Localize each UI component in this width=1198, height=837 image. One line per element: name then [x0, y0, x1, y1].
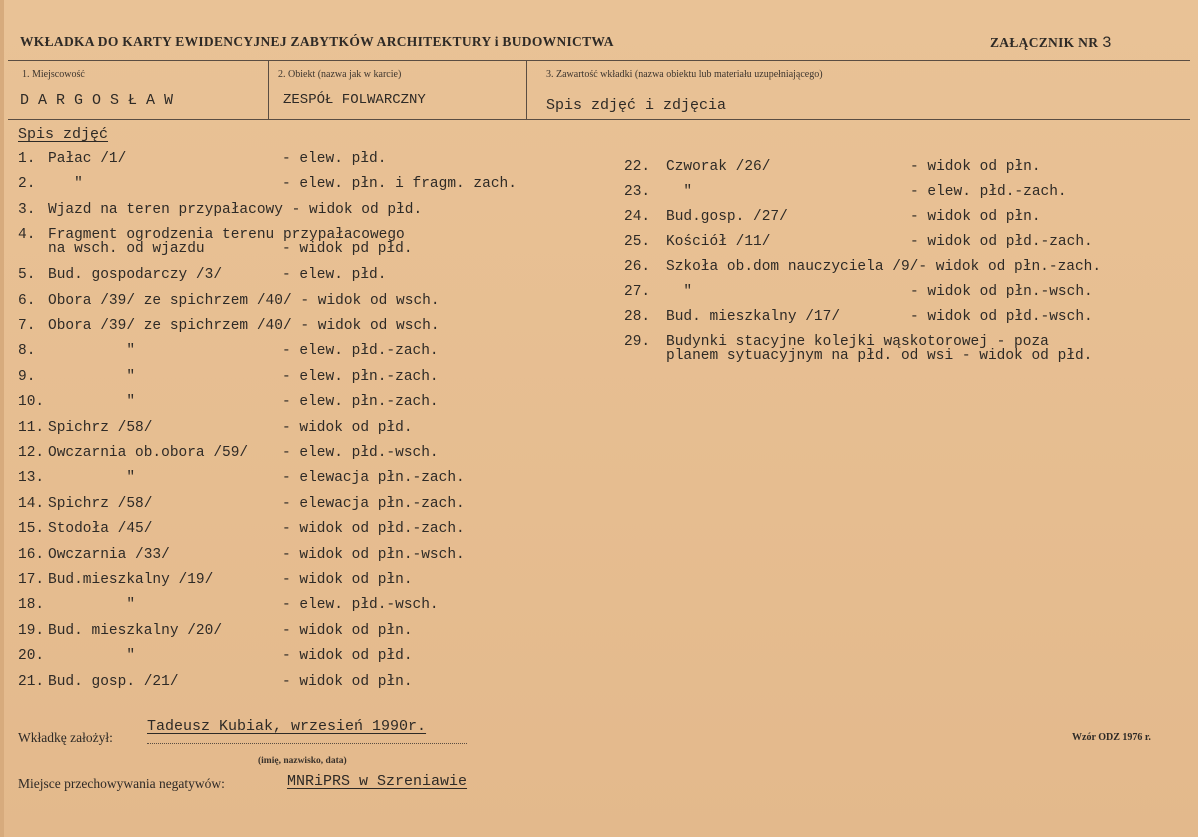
entry-view: - elew. płd.-zach. — [282, 343, 439, 360]
field-2-label: 2. Obiekt (nazwa jak w karcie) — [278, 69, 402, 80]
entry-view: - widok od płn. — [282, 673, 413, 690]
author-line — [147, 743, 467, 744]
author-value: Tadeusz Kubiak, wrzesień 1990r. — [147, 718, 427, 735]
entry-number: 15. — [18, 521, 45, 538]
photo-list-title: Spis zdjęć — [18, 126, 109, 143]
entry-object: Obora /39/ ze spichrzem /40/ - widok od wsch. — [48, 292, 440, 309]
entry-object: " — [48, 470, 136, 487]
entry-view: - elew. płd. — [282, 267, 387, 284]
entry-view: - widok od płn. — [910, 159, 1041, 175]
entry-object: Pałac /1/ — [48, 151, 127, 167]
entry-number: 25. — [624, 234, 651, 250]
form-code: Wzór ODZ 1976 r. — [1072, 732, 1151, 743]
entry-view: - widok od płn. — [282, 572, 413, 588]
entry-number: 1. — [18, 151, 36, 167]
entry-number: 26. — [624, 259, 651, 275]
entry-number: 19. — [18, 622, 45, 639]
entry-object: " — [48, 343, 136, 360]
entry-object: Obora /39/ ze spichrzem /40/ - widok od wsch. — [48, 318, 440, 334]
entry-object-continued: na wsch. od wjazdu — [48, 241, 205, 258]
entry-view: - widok od płd.-zach. — [282, 521, 465, 538]
entry-view: - widok od płn. — [282, 622, 413, 639]
entry-view: - elew. płd. — [282, 151, 387, 167]
entry-number: 22. — [624, 159, 651, 175]
entry-object: " — [666, 284, 693, 300]
entry-object: Spichrz /58/ — [48, 495, 153, 512]
entry-object: Bud. mieszkalny /17/ — [666, 309, 841, 325]
entry-object: Owczarnia /33/ — [48, 546, 170, 563]
entry-view: - widok od płd. — [282, 648, 413, 665]
entry-object: Bud. gosp. /21/ — [48, 673, 179, 690]
entry-object: Wjazd na teren przypałacowy - widok od płd. — [48, 201, 423, 218]
entry-object: Budynki stacyjne kolejki wąskotorowej - poza — [666, 334, 1049, 350]
entry-number: 24. — [624, 209, 651, 225]
field-separator-2 — [526, 60, 527, 119]
entry-object: " — [48, 368, 136, 385]
entry-object: " — [666, 184, 693, 200]
fields-divider — [8, 119, 1190, 120]
entry-view: - elewacja płn.-zach. — [282, 470, 465, 487]
entry-object: " — [48, 394, 136, 411]
storage-value: MNRiPRS w Szreniawie — [287, 773, 468, 790]
entry-number: 8. — [18, 343, 36, 360]
entry-number: 17. — [18, 572, 45, 588]
entry-number: 28. — [624, 309, 651, 325]
entry-number: 3. — [18, 201, 36, 218]
entry-object: Bud.mieszkalny /19/ — [48, 572, 214, 588]
entry-number: 20. — [18, 648, 45, 665]
entry-number: 4. — [18, 227, 36, 244]
entry-number: 5. — [18, 267, 36, 284]
entry-number: 21. — [18, 673, 45, 690]
entry-number: 16. — [18, 546, 45, 563]
field-3-value: Spis zdjęć i zdjęcia — [546, 97, 727, 114]
entry-view: - widok od płn.-wsch. — [910, 284, 1093, 300]
entry-view: - widok od płd.-wsch. — [910, 309, 1093, 325]
entry-object: Owczarnia ob.obora /59/ — [48, 445, 249, 461]
entry-view: - widok od płn.-wsch. — [282, 546, 465, 563]
entry-number: 13. — [18, 470, 45, 487]
storage-label: Miejsce przechowywania negatywów: — [18, 776, 225, 791]
entry-view: - elew. płn.-zach. — [282, 394, 439, 411]
entry-object-continued: planem sytuacyjnym na płd. od wsi - widok od płd. — [666, 348, 1093, 364]
header-divider — [8, 60, 1190, 61]
entry-number: 2. — [18, 176, 36, 193]
entry-view: - elew. płn. i fragm. zach. — [282, 176, 517, 193]
entry-object: Bud.gosp. /27/ — [666, 209, 788, 225]
entry-object: " — [48, 648, 136, 665]
card-title: WKŁADKA DO KARTY EWIDENCYJNEJ ZABYTKÓW ARCHITEKTURY i BUDOWNICTWA — [20, 34, 614, 49]
entry-number: 9. — [18, 368, 36, 385]
entry-view: - elew. płd.-wsch. — [282, 597, 439, 614]
author-hint: (imię, nazwisko, data) — [258, 756, 347, 766]
entry-object: Czworak /26/ — [666, 159, 771, 175]
entry-object: Stodoła /45/ — [48, 521, 153, 538]
entry-view: - elew. płn.-zach. — [282, 368, 439, 385]
entry-number: 18. — [18, 597, 45, 614]
entry-number: 7. — [18, 318, 36, 334]
entry-object: Kościół /11/ — [666, 234, 771, 250]
entry-object: Spichrz /58/ — [48, 419, 153, 436]
entry-object: Szkoła ob.dom nauczyciela /9/- widok od płn.-zach. — [666, 259, 1102, 275]
field-separator-1 — [268, 60, 269, 119]
field-2-value: ZESPÓŁ FOLWARCZNY — [283, 92, 426, 108]
entry-view: - widok pd płd. — [282, 241, 413, 258]
entry-view: - widok od płd. — [282, 419, 413, 436]
entry-number: 27. — [624, 284, 651, 300]
entry-number: 6. — [18, 292, 36, 309]
entry-object: " — [48, 597, 136, 614]
entry-object: " — [48, 176, 83, 193]
entry-number: 29. — [624, 334, 651, 350]
entry-number: 11. — [18, 419, 45, 436]
entry-view: - elew. płd.-wsch. — [282, 445, 439, 461]
author-label: Wkładkę założył: — [18, 730, 113, 745]
entry-view: - widok od płn. — [910, 209, 1041, 225]
field-1-value: D A R G O S Ł A W — [20, 92, 174, 109]
entry-number: 14. — [18, 495, 45, 512]
entry-view: - elew. płd.-zach. — [910, 184, 1067, 200]
annex-number: 3 — [1101, 34, 1112, 52]
entry-object: Bud. mieszkalny /20/ — [48, 622, 223, 639]
entry-number: 23. — [624, 184, 651, 200]
entry-object: Fragment ogrodzenia terenu przypałacowego — [48, 227, 405, 244]
entry-object: Bud. gospodarczy /3/ — [48, 267, 223, 284]
entry-view: - elewacja płn.-zach. — [282, 495, 465, 512]
field-3-label: 3. Zawartość wkładki (nazwa obiektu lub materiału uzupełniającego) — [546, 69, 823, 80]
annex-label — [990, 34, 1112, 52]
field-1-label: 1. Miejscowość — [22, 69, 85, 80]
entry-number: 12. — [18, 445, 45, 461]
card-edge — [0, 0, 4, 837]
annex-label-text: ZAŁĄCZNIK NR — [990, 35, 1099, 50]
entry-view: - widok od płd.-zach. — [910, 234, 1093, 250]
entry-number: 10. — [18, 394, 45, 411]
